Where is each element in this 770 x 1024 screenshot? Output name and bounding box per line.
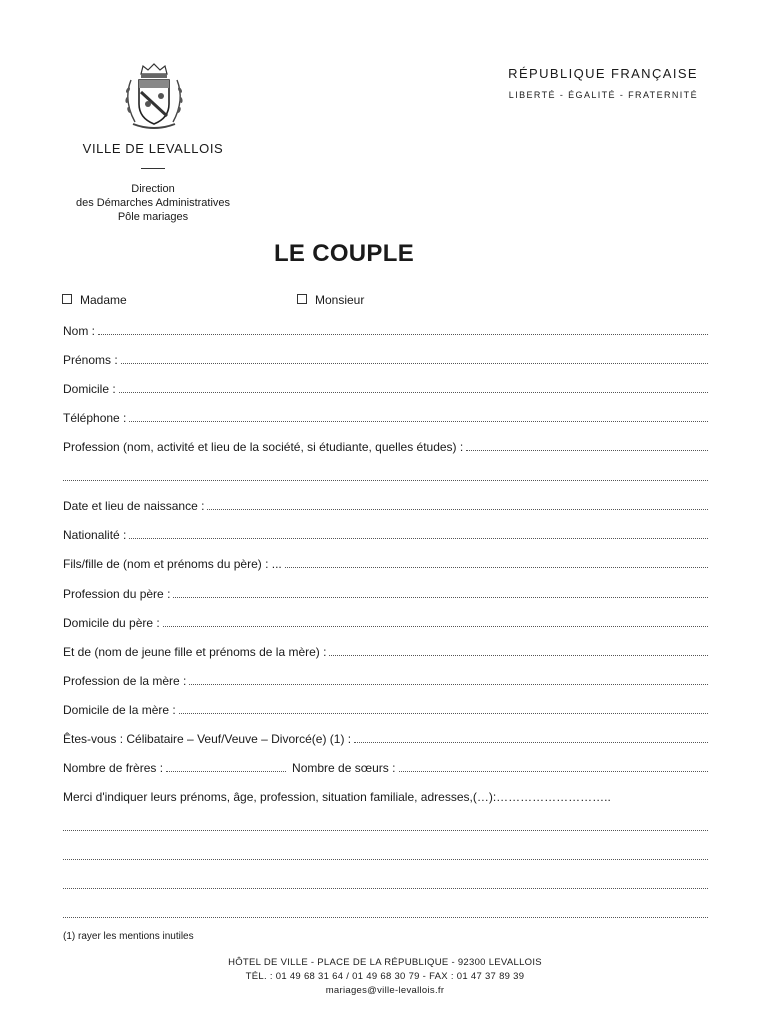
footer-email: mariages@ville-levallois.fr [325,985,445,996]
field-filiation[interactable] [63,557,708,571]
field-nom[interactable] [63,324,708,338]
field-label: Profession du père : [63,587,171,601]
field-situation[interactable] [63,732,708,746]
fill-line[interactable] [207,509,708,510]
checkbox-icon[interactable] [297,294,307,304]
fill-line[interactable] [329,655,708,656]
field-label: Profession (nom, activité et lieu de la société, si étudiante, quelles études) : [63,440,464,454]
field-label: Fils/fille de (nom et prénoms du père) : ... [63,557,282,571]
fill-line[interactable] [63,888,708,889]
field-domicile[interactable] [63,382,708,396]
direction-label: Direction [131,183,175,195]
footer-phone: TÉL. : 01 49 68 31 64 / 01 49 68 30 79 - FAX : 01 47 37 89 39 [245,971,525,982]
divider [141,168,165,169]
field-telephone[interactable] [63,411,708,425]
republic-block [508,66,698,100]
fill-line[interactable] [189,684,708,685]
field-naissance[interactable] [63,499,708,513]
fill-line[interactable] [173,597,708,598]
checkbox-icon[interactable] [62,294,72,304]
field-label: Profession de la mère : [63,674,187,688]
field-profession[interactable] [63,440,708,454]
fill-line[interactable] [466,450,708,451]
service-block [58,182,248,224]
fill-line[interactable] [129,421,708,422]
city-name: VILLE DE LEVALLOIS [82,141,224,156]
field-label: Date et lieu de naissance : [63,499,205,513]
field-label: Prénoms : [63,353,118,367]
field-fratrie[interactable] [63,761,708,775]
field-prenoms[interactable] [63,353,708,367]
motto-label: LIBERTÉ - ÉGALITÉ - FRATERNITÉ [508,90,698,100]
field-label: Domicile : [63,382,116,396]
fill-line[interactable] [163,626,708,627]
service-label: Pôle mariages [117,211,189,223]
field-label: Nationalité : [63,528,127,542]
field-nationalite[interactable] [63,528,708,542]
fill-line[interactable] [63,480,708,481]
field-label: Merci d'indiquer leurs prénoms, âge, profession, situation familiale, adresses,(…):……………………….. [63,790,611,804]
republic-label: RÉPUBLIQUE FRANÇAISE [508,66,698,81]
footnote: (1) rayer les mentions inutiles [63,931,194,942]
department-label: des Démarches Administratives [75,197,231,209]
field-label: Domicile du père : [63,616,160,630]
fill-line[interactable] [129,538,708,539]
option-madame[interactable] [62,293,127,307]
fill-line[interactable] [98,334,708,335]
field-domicile-pere[interactable] [63,616,708,630]
field-mere[interactable] [63,645,708,659]
fill-line[interactable] [285,567,708,568]
field-label: Téléphone : [63,411,127,425]
field-profession-mere[interactable] [63,674,708,688]
city-coat-of-arms-icon [117,60,191,134]
page-title: LE COUPLE [273,240,415,267]
fill-line[interactable] [166,771,286,772]
fill-line[interactable] [399,771,708,772]
field-label: Nombre de sœurs : [292,761,396,775]
footer-address: HÔTEL DE VILLE - PLACE DE LA RÉPUBLIQUE - 92300 LEVALLOIS [228,957,542,968]
field-label: Domicile de la mère : [63,703,176,717]
fill-line[interactable] [179,713,708,714]
field-merci [63,790,708,804]
option-monsieur[interactable] [297,293,364,307]
fill-line[interactable] [119,392,708,393]
fill-line[interactable] [63,917,708,918]
field-label: Nombre de frères : [63,761,164,775]
fill-line[interactable] [63,830,708,831]
fill-line[interactable] [63,859,708,860]
field-profession-pere[interactable] [63,587,708,601]
field-label: Et de (nom de jeune fille et prénoms de la mère) : [63,645,327,659]
footer [0,956,770,998]
field-label: Êtes-vous : Célibataire – Veuf/Veuve – Divorcé(e) (1) : [63,732,352,746]
fill-line[interactable] [121,363,708,364]
option-madame-label: Madame [80,293,127,307]
field-label: Nom : [63,324,96,338]
field-domicile-mere[interactable] [63,703,708,717]
fill-line[interactable] [354,742,708,743]
option-monsieur-label: Monsieur [315,293,365,307]
